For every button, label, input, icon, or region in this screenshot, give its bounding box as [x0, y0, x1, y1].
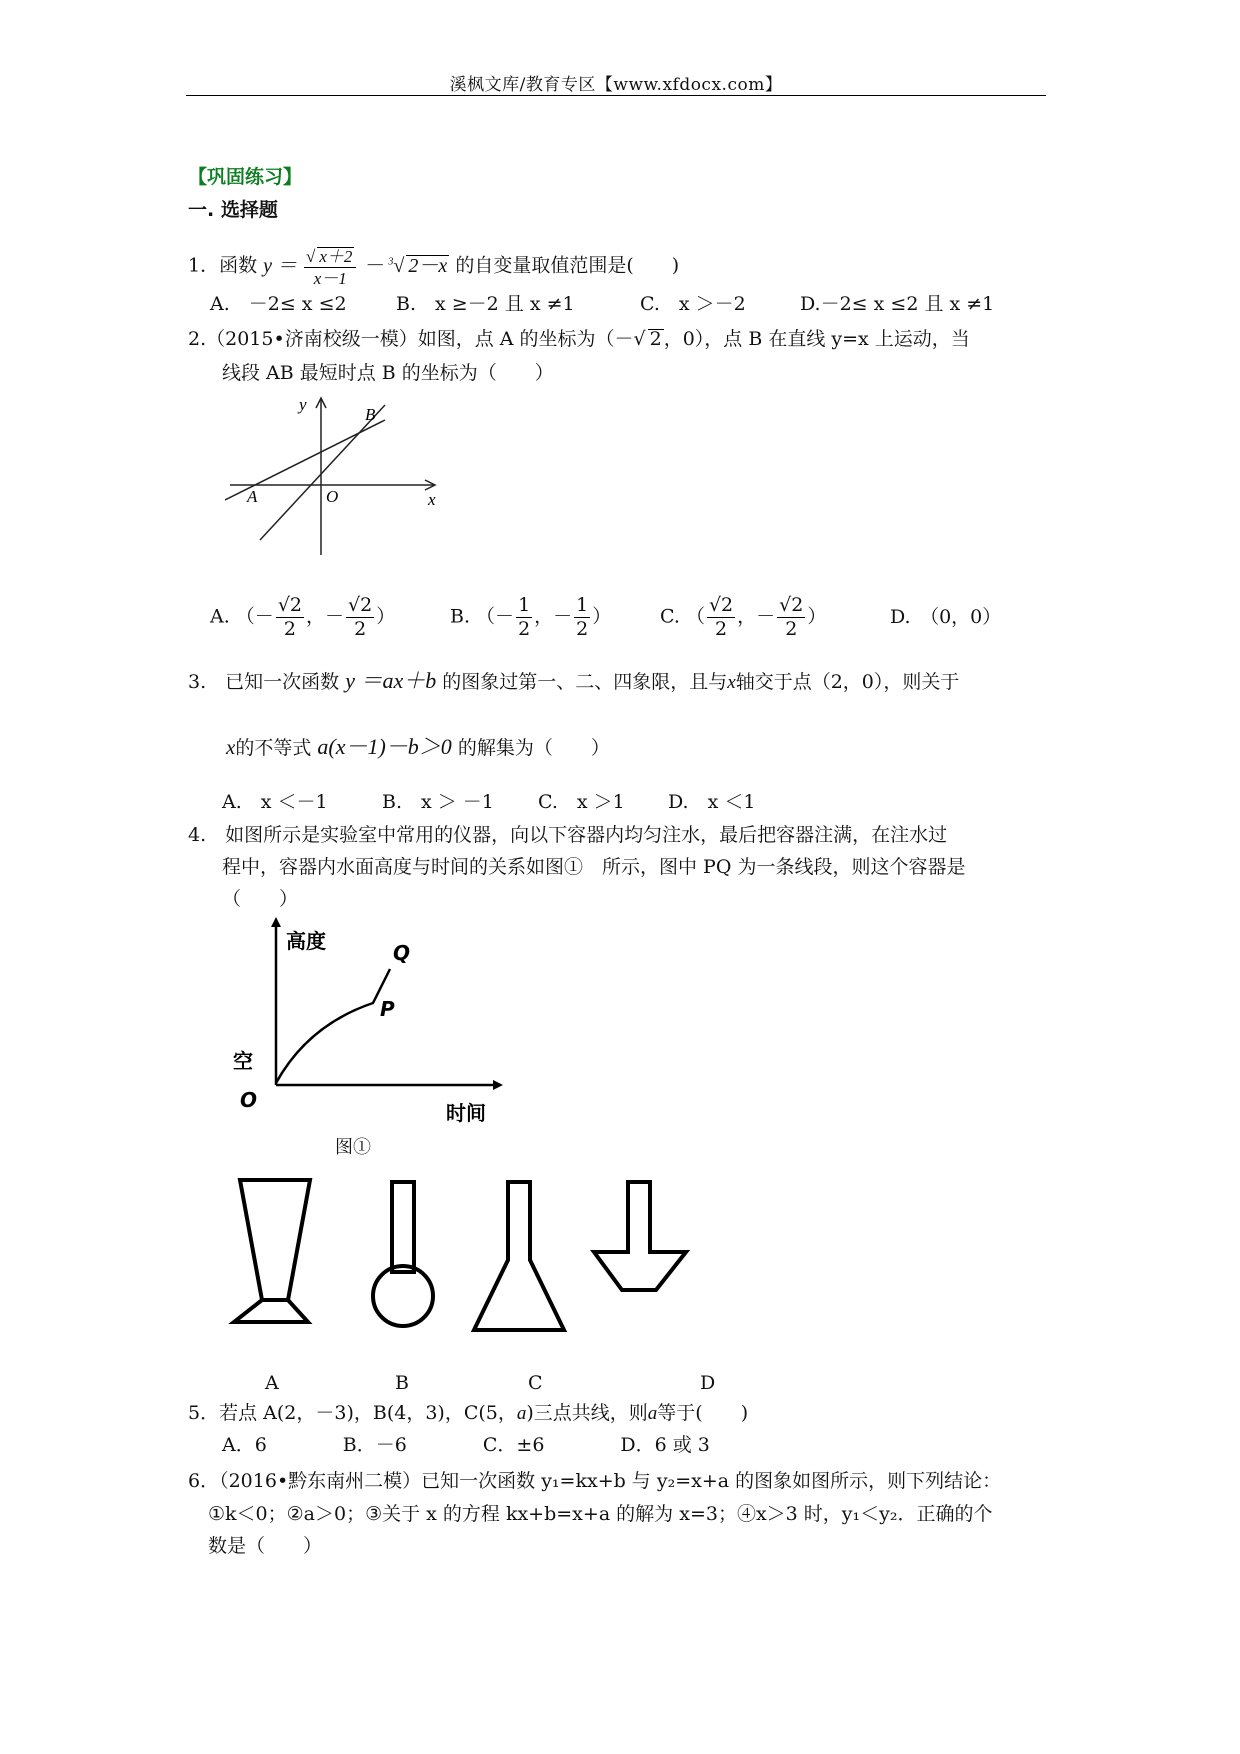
- q2-line1-b: ，0），点 B 在直线 y=x 上运动，当: [663, 328, 970, 350]
- q6-line1: 6．（2016•黔东南州二模）已知一次函数 y₁=kx+b 与 y₂=x+a 的图象如图所示，则下列结论：: [188, 1470, 1002, 1492]
- q3-line2: x的不等式 a(x－1)－b＞0 的解集为（ ）: [226, 734, 610, 759]
- q2-option-b: B. （－ $\frac{1}{2}$ ，－ $\frac{1}{2}$ ）: [450, 594, 612, 640]
- q5-stem-c: 等于( ): [657, 1402, 749, 1424]
- q4-label-b: B: [395, 1372, 409, 1394]
- header-rule: [186, 95, 1046, 96]
- q4-graph-xlabel: 时间: [446, 1101, 486, 1125]
- q2-line2: 线段 AB 最短时点 B 的坐标为（ ）: [222, 362, 554, 384]
- q3-function-formula: y ＝ax＋b: [345, 668, 437, 693]
- q4-label-d: D: [700, 1372, 716, 1394]
- container-d-shape: [594, 1182, 686, 1290]
- q4-graph-empty: 空: [233, 1049, 253, 1073]
- q2-figure: [225, 390, 465, 560]
- q5-stem-b: )三点共线，则: [526, 1402, 648, 1424]
- q2-fig-a: A: [247, 487, 258, 506]
- q3-option-c: C. x ＞1: [538, 791, 625, 813]
- q4-label-a: A: [265, 1372, 279, 1394]
- q2-fig-b: B: [365, 405, 376, 424]
- q3-option-b: B. x ＞ －1: [382, 791, 494, 813]
- q1-stem-suffix: 的自变量取值范围是( ): [455, 254, 680, 277]
- q3-line2-b: 的不等式: [235, 737, 312, 759]
- q5-stem-a: 5．若点 A(2，－3)，B(4，3)，C(5，: [188, 1402, 517, 1424]
- q4-line1: 4. 如图所示是实验室中常用的仪器，向以下容器内均匀注水，最后把容器注满，在注水过: [188, 824, 948, 846]
- q3-option-a: A. x ＜－1: [222, 791, 328, 813]
- q1-option-a: A. －2≤ x ≤2: [210, 293, 347, 315]
- q1-stem: [188, 247, 679, 287]
- section-subtitle: 一. 选择题: [188, 199, 278, 221]
- q1-option-c: C. x ＞－2: [640, 293, 746, 315]
- q5-options: A．6 B．－6 C．±6 D．6 或 3: [222, 1434, 710, 1456]
- q2-line1-a: 2.（2015•济南校级一模）如图，点 A 的坐标为（: [188, 328, 615, 350]
- q3-line1: 3. 已知一次函数 y ＝ax＋b 的图象过第一、二、四象限，且与x轴交于点（2，0），则关于: [188, 668, 960, 693]
- q5-stem: 5．若点 A(2，－3)，B(4，3)，C(5，a)三点共线，则a等于( ): [188, 1402, 749, 1424]
- q4-line3: （ ）: [222, 888, 299, 910]
- q3-inequality: a(x－1)－b＞0: [317, 734, 452, 759]
- q4-graph-p: P: [380, 997, 395, 1021]
- q2-option-c: C. （ $\frac{√2}{2}$ ，－ $\frac{√2}{2}$ ）: [660, 594, 827, 640]
- q2-fig-y: y: [299, 395, 307, 414]
- q3-line2-c: 的解集为（ ）: [457, 737, 610, 759]
- q6-line3: 数是（ ）: [208, 1535, 323, 1557]
- q4-height-time-graph: [228, 915, 508, 1145]
- q3-line1-c: 轴交于点（2，0），则关于: [735, 671, 960, 693]
- q3-line1-a: 3. 已知一次函数: [188, 671, 340, 693]
- q4-containers-figure: [228, 1170, 788, 1340]
- q4-label-c: C: [528, 1372, 543, 1394]
- q1-option-b: B. x ≥－2 且 x ≠1: [396, 293, 575, 315]
- q2-formula: －√ 2: [614, 328, 662, 350]
- q4-line2: 程中，容器内水面高度与时间的关系如图① 所示，图中 PQ 为一条线段，则这个容器是: [222, 856, 966, 878]
- q2-line1: [188, 329, 970, 349]
- q1-formula: y ＝ $\frac{√ x+2}{x-1}$ － $^3$√ 2－x: [263, 247, 448, 288]
- container-b-shape: [373, 1182, 433, 1326]
- q1-stem-prefix: 1．函数: [188, 254, 258, 277]
- q2-fig-x: x: [428, 490, 436, 509]
- q2-option-d: D. （0，0）: [890, 606, 1002, 628]
- section-title: 【巩固练习】: [188, 166, 303, 188]
- q3-option-d: D. x ＜1: [668, 791, 756, 813]
- q4-graph-q: Q: [393, 941, 411, 965]
- q2-option-b-label: B.: [450, 605, 471, 628]
- container-a-shape: [234, 1180, 310, 1322]
- q6-line2: ①k＜0；②a＞0；③关于 x 的方程 kx+b=x+a 的解为 x=3；④x＞3 时，y₁＜y₂．正确的个: [208, 1503, 993, 1525]
- q2-option-a: A. （－ $\frac{√2}{2}$ ，－ $\frac{√2}{2}$ ）: [210, 594, 396, 640]
- q1-option-d: D.－2≤ x ≤2 且 x ≠1: [800, 293, 995, 315]
- q2-fig-o: O: [326, 487, 339, 506]
- q4-graph-ylabel: 高度: [286, 929, 326, 953]
- page-header: 溪枫文库/教育专区【www.xfdocx.com】: [449, 75, 783, 95]
- q2-option-a-label: A.: [210, 605, 230, 628]
- q4-graph-caption: 图①: [335, 1137, 371, 1158]
- q3-line1-b: 的图象过第一、二、四象限，且与: [442, 671, 728, 693]
- container-c-shape: [474, 1182, 564, 1330]
- q4-graph-origin: O: [240, 1088, 258, 1112]
- q2-option-c-label: C.: [660, 605, 680, 628]
